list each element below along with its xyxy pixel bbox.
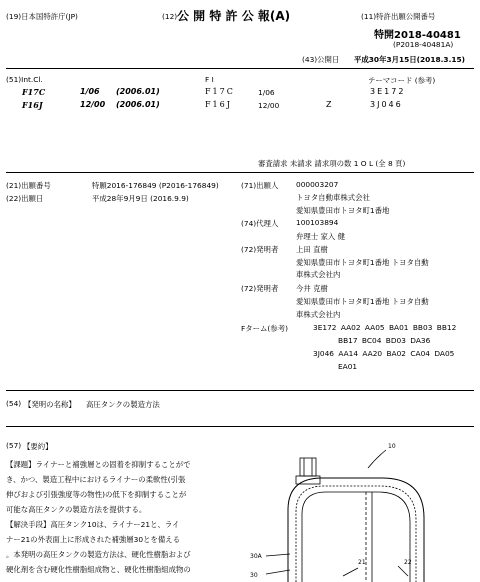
theme-code-label: テーマコード (参考) xyxy=(368,76,436,85)
inventor-address-cont: 車株式会社内 xyxy=(296,310,341,319)
applicant-name: トヨタ自動車株式会社 xyxy=(296,193,370,202)
agent-name: 弁理士 家入 健 xyxy=(296,232,346,241)
ipc-date: (2006.01) xyxy=(116,100,160,109)
int-cl-label: (51)Int.Cl. xyxy=(6,75,43,84)
fterm-line: BB17 BC04 BD03 DA36 xyxy=(338,336,431,345)
pub-date-label: (43)公開日 xyxy=(302,55,340,64)
fi-extra: Z xyxy=(326,100,332,109)
fterm-line: 3E172 AA02 AA05 BA01 BB03 BB12 xyxy=(313,323,457,332)
fi-code: F16J xyxy=(205,100,232,109)
abstract-line: 。本発明の高圧タンクの製造方法は、硬化性樹脂および xyxy=(6,550,191,559)
header-divider xyxy=(6,68,474,69)
abstract-line: ナー21の外表面上に形成された補強層30とを備える xyxy=(6,535,181,544)
pub-number-alt: (P2018-40481A) xyxy=(393,40,454,49)
inventor-name: 今井 克樹 xyxy=(296,284,328,293)
figure-label: 21 xyxy=(358,559,366,566)
tank-figure xyxy=(248,436,474,582)
fterm-line: 3J046 AA14 AA20 BA02 CA04 DA05 xyxy=(313,349,455,358)
ipc-group: 12/00 xyxy=(80,100,106,109)
inventor-label: (72)発明者 xyxy=(241,245,279,254)
filing-date-label: (22)出願日 xyxy=(6,194,44,203)
application-number-label: (21)出願番号 xyxy=(6,181,51,190)
fi-label: F I xyxy=(205,75,214,84)
ipc-code: F16J xyxy=(22,100,43,110)
document-title: 公 開 特 許 公 報(A) xyxy=(177,9,291,23)
inventor-address: 愛知県豊田市トヨタ町1番地 トヨタ自動 xyxy=(296,297,429,306)
application-number: 特願2016-176849 (P2016-176849) xyxy=(92,181,219,190)
office-label: (19)日本国特許庁(JP) xyxy=(6,12,78,21)
fi-group: 1/06 xyxy=(258,88,275,97)
agent-code: 100103894 xyxy=(296,218,339,227)
figure-label: 30A xyxy=(250,553,262,560)
fterm-label: Fターム(参考) xyxy=(241,324,288,333)
abstract-line: 可能な高圧タンクの製造方法を提供する。 xyxy=(6,505,147,514)
abstract-label: 【要約】 xyxy=(23,442,53,451)
abstract-line: 【課題】ライナーと補強層との固着を抑制することがで xyxy=(6,460,191,469)
ipc-date: (2006.01) xyxy=(116,87,160,96)
applicant-code: 000003207 xyxy=(296,180,339,189)
pub-number: 特開2018-40481 xyxy=(374,30,461,41)
abstract-line: 伸びおよび引張強度等の物性)の低下を抑制することが xyxy=(6,490,187,499)
abstract-line: 【解決手段】高圧タンク10は、ライナー21と、ライ xyxy=(6,520,180,529)
pub-number-label: (11)特許出願公開番号 xyxy=(361,12,436,21)
ipc-group: 1/06 xyxy=(80,87,100,96)
fi-group: 12/00 xyxy=(258,101,280,110)
theme-code: 3J046 xyxy=(370,100,403,109)
invention-title-label: 【発明の名称】 xyxy=(24,400,76,409)
inventor-address: 愛知県豊田市トヨタ町1番地 トヨタ自動 xyxy=(296,258,429,267)
inventor-name: 上田 直樹 xyxy=(296,245,328,254)
figure-label: 30 xyxy=(250,572,258,579)
fterm-line: EA01 xyxy=(338,362,358,371)
document-kind-number: (12) xyxy=(162,12,178,21)
abstract-line: き、かつ、製造工程中におけるライナーの柔軟性(引張 xyxy=(6,475,186,484)
examination-status: 審査請求 未請求 請求項の数 1 O L (全 8 頁) xyxy=(258,159,406,168)
abstract-line: 硬化剤を含む硬化性樹脂組成物と、硬化性樹脂組成物の xyxy=(6,565,191,574)
ipc-code: F17C xyxy=(22,87,46,97)
invention-title: 高圧タンクの製造方法 xyxy=(86,400,160,409)
exam-divider xyxy=(6,172,474,173)
abstract-body xyxy=(6,459,246,579)
agent-label: (74)代理人 xyxy=(241,219,279,228)
inventor-label: (72)発明者 xyxy=(241,284,279,293)
pub-date: 平成30年3月15日(2018.3.15) xyxy=(354,55,466,64)
fi-code: F17C xyxy=(205,87,235,96)
figure-label: 22 xyxy=(404,559,412,566)
bibliography-divider xyxy=(6,390,474,391)
applicant-label: (71)出願人 xyxy=(241,181,279,190)
invention-title-num: (54) xyxy=(6,399,22,408)
filing-date: 平成28年9月9日 (2016.9.9) xyxy=(92,194,189,203)
applicant-address: 愛知県豊田市トヨタ町1番地 xyxy=(296,206,390,215)
inventor-address-cont: 車株式会社内 xyxy=(296,270,341,279)
title-divider xyxy=(6,426,474,427)
figure-label: 10 xyxy=(388,443,396,450)
theme-code: 3E172 xyxy=(370,87,406,96)
abstract-num: (57) xyxy=(6,441,22,450)
